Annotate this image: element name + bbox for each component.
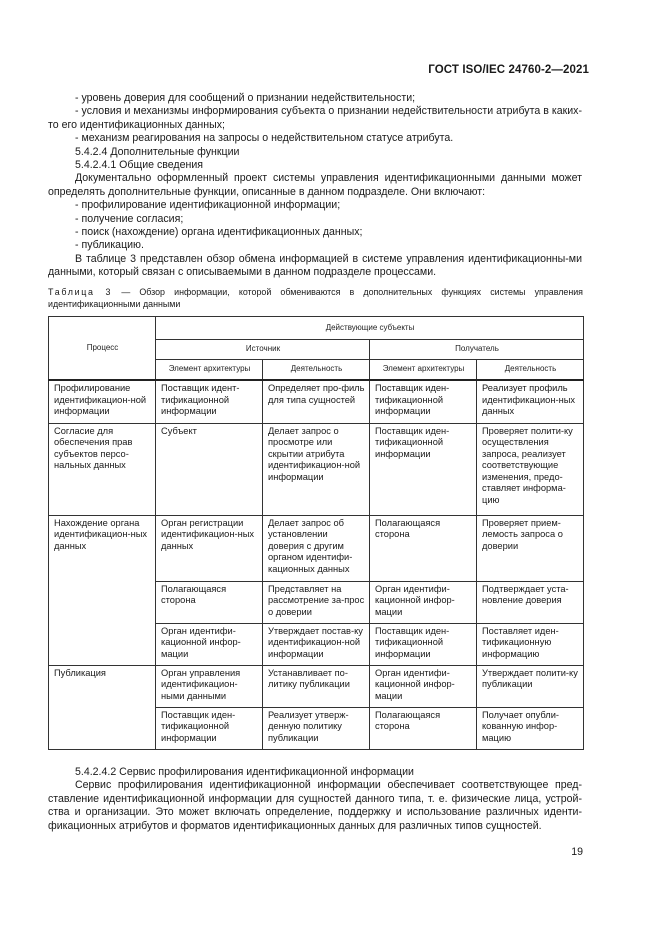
table-row <box>49 665 584 707</box>
cell-process: Профилирование идентификацион-ной информации <box>49 380 156 423</box>
cell-recipient-element: Полагающаяся сторона <box>370 515 477 581</box>
cell-recipient-activity: Подтверждает уста-новление доверия <box>477 581 584 623</box>
list-item: - условия и механизмы информирования субъекта о признании недействительности атрибута в каких-то его идентификационных данных; <box>48 105 582 131</box>
intro-text <box>48 92 582 280</box>
paragraph: Документально оформленный проект системы управления идентификационными данными может определять дополнительные функции, описанные в данном подразделе. Они включают: <box>48 172 582 198</box>
cell-source-activity: Делает запрос об установлении доверия с другим органом идентифи-кационных данных <box>263 515 370 581</box>
cell-source-element: Субъект <box>156 423 263 515</box>
cell-recipient-activity: Реализует профиль идентификацион-ных данных <box>477 380 584 423</box>
header-recipient-activity: Деятельность <box>477 360 584 381</box>
header-actors: Действующие субъекты <box>156 317 584 340</box>
closing-text <box>48 766 582 833</box>
cell-source-activity: Реализует утверж-денную политику публикации <box>263 707 370 749</box>
cell-source-element: Орган идентифи-кационной инфор-мации <box>156 623 263 665</box>
page-number: 19 <box>571 846 583 858</box>
cell-source-activity: Представляет на рассмотрение за-прос о доверии <box>263 581 370 623</box>
cell-recipient-element: Полагающаяся сторона <box>370 707 477 749</box>
paragraph: В таблице 3 представлен обзор обмена информацией в системе управления идентификационны-ми данными, который связан с описываемыми в данном подразделе процессами. <box>48 252 582 279</box>
list-item: - поиск (нахождение) органа идентификационных данных; <box>75 226 363 239</box>
table-row <box>49 515 584 581</box>
header-source: Источник <box>156 340 370 360</box>
cell-source-element: Полагающаяся сторона <box>156 581 263 623</box>
cell-source-activity: Утверждает постав-ку идентификацион-ной информации <box>263 623 370 665</box>
header-recipient-element: Элемент архитектуры <box>370 360 477 381</box>
cell-recipient-element: Поставщик иден-тификационной информации <box>370 623 477 665</box>
cell-source-element: Орган регистрации идентификацион-ных данных <box>156 515 263 581</box>
cell-recipient-element: Орган идентифи-кационной инфор-мации <box>370 581 477 623</box>
subsection-heading: 5.4.2.4.1 Общие сведения <box>75 159 203 172</box>
list-item: - уровень доверия для сообщений о признании недействительности; <box>75 92 416 104</box>
table-caption <box>48 287 583 310</box>
table-caption-text: — Обзор информации, которой обмениваются в дополнительных функциях системы управления идентификационными данными <box>48 287 583 309</box>
table-row <box>49 423 584 515</box>
header-source-activity: Деятельность <box>263 360 370 381</box>
cell-recipient-activity: Проверяет прием-лемость запроса о доверии <box>477 515 584 581</box>
cell-source-element: Поставщик иден-тификационной информации <box>156 707 263 749</box>
header-source-element: Элемент архитектуры <box>156 360 263 381</box>
cell-recipient-element: Поставщик иден-тификационной информации <box>370 423 477 515</box>
cell-recipient-activity: Проверяет полити-ку осуществления запроса, реализует соответствующие изменения, предо-ставляет информа-цию <box>477 423 584 515</box>
list-item: - механизм реагирования на запросы о недействительном статусе атрибута. <box>75 132 454 145</box>
cell-source-element: Орган управления идентификацион-ными данными <box>156 665 263 707</box>
cell-recipient-activity: Поставляет иден-тификационную информацию <box>477 623 584 665</box>
header-recipient: Получатель <box>370 340 584 360</box>
cell-recipient-element: Орган идентифи-кационной инфор-мации <box>370 665 477 707</box>
table-caption-label: Таблица 3 <box>48 287 113 297</box>
info-exchange-table <box>48 316 584 750</box>
cell-process: Нахождение органа идентификацион-ных данных <box>49 515 156 665</box>
header-process: Процесс <box>49 317 156 381</box>
paragraph: Сервис профилирования идентификационной информации обеспечивает соответствующее пред-ставление идентификационной информации для сущностей данного типа, т. е. физические лица, устрой-ства и организации. Это может включать определение, поддержку и использование различных иденти-фикационных атрибутов и форматов идентификационных данных для различных типов сущностей. <box>48 779 582 832</box>
list-item: - профилирование идентификационной информации; <box>75 199 341 212</box>
cell-recipient-activity: Утверждает полити-ку публикации <box>477 665 584 707</box>
cell-recipient-activity: Получает опубли-кованную инфор-мацию <box>477 707 584 749</box>
cell-source-activity: Определяет про-филь для типа сущностей <box>263 380 370 423</box>
cell-process: Публикация <box>49 665 156 749</box>
list-item: - публикацию. <box>75 239 144 252</box>
table-row <box>49 380 584 423</box>
section-heading: 5.4.2.4 Дополнительные функции <box>75 145 240 158</box>
cell-process: Согласие для обеспечения прав субъектов персо-нальных данных <box>49 423 156 515</box>
list-item: - получение согласия; <box>75 212 184 225</box>
cell-source-activity: Устанавливает по-литику публикации <box>263 665 370 707</box>
cell-source-element: Поставщик идент-тификационной информации <box>156 380 263 423</box>
cell-source-activity: Делает запрос о просмотре или скрытии атрибута идентификацион-ной информации <box>263 423 370 515</box>
cell-recipient-element: Поставщик иден-тификационной информации <box>370 380 477 423</box>
document-header: ГОСТ ISO/IEC 24760-2—2021 <box>428 64 589 76</box>
subsection-heading: 5.4.2.4.2 Сервис профилирования идентификационной информации <box>75 766 414 778</box>
